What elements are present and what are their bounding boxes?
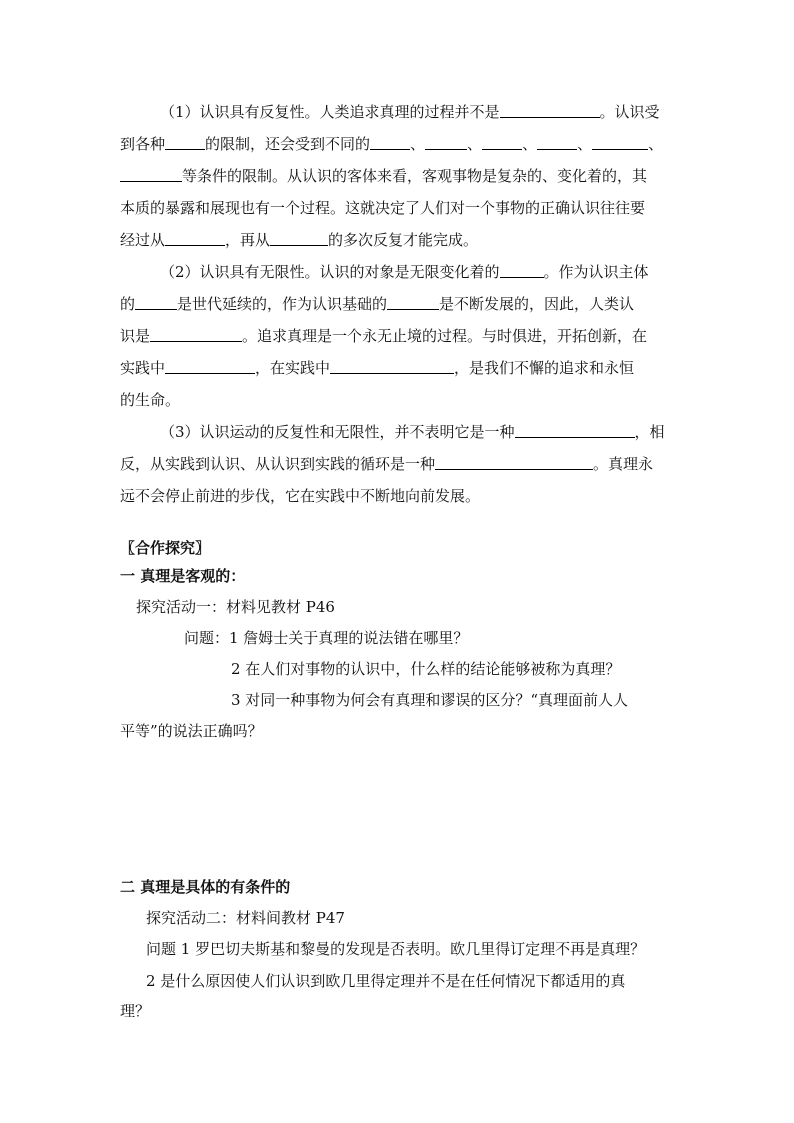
para3-line3: 远不会停止前进的步伐，它在实践中不断地向前发展。: [120, 487, 481, 505]
fill-blank[interactable]: [500, 263, 544, 278]
part2-question2: 2 是什么原因使人们认识到欧几里得定理并不是在任何情况下都适用的真: [146, 972, 626, 990]
part1-question1: 问题：1 詹姆士关于真理的说法错在哪里？: [184, 629, 469, 647]
fill-blank[interactable]: [330, 359, 454, 374]
para2-line5: 的生命。: [120, 391, 181, 409]
fill-blank[interactable]: [165, 359, 255, 374]
part2-question1: 问题 1 罗巴切夫斯基和黎曼的发现是否表明。欧几里得订定理不再是真理？: [146, 940, 646, 958]
fill-blank[interactable]: [135, 295, 177, 310]
para2-line4: 实践中 ，在实践中 ，是我们不懈的追求和永恒: [120, 359, 635, 377]
part2-title: 二 真理是具体的有条件的: [120, 878, 291, 896]
fill-blank[interactable]: [165, 135, 205, 150]
part1-title: 一 真理是客观的：: [120, 567, 246, 585]
part1-question2: 2 在人们对事物的认识中，什么样的结论能够被称为真理？: [231, 660, 621, 678]
fill-blank[interactable]: [165, 231, 225, 246]
para1-line1: （1）认识具有反复性。人类追求真理的过程并不是 。认识受: [160, 103, 660, 121]
fill-blank[interactable]: [515, 423, 635, 438]
fill-blank[interactable]: [150, 327, 242, 342]
part1-question3-cont: 平等”的说法正确吗？: [120, 722, 263, 740]
fill-blank[interactable]: [387, 295, 439, 310]
fill-blank[interactable]: [592, 135, 648, 150]
fill-blank[interactable]: [370, 135, 410, 150]
para1-line4: 本质的暴露和展现也有一个过程。这就决定了人们对一个事物的正确认识往往要: [120, 199, 646, 217]
fill-blank[interactable]: [537, 135, 577, 150]
part2-question2-cont: 理？: [120, 1002, 151, 1020]
para2-line1: （2）认识具有无限性。认识的对象是无限变化着的 。作为认识主体: [160, 263, 649, 281]
fill-blank[interactable]: [435, 455, 593, 470]
para3-line2: 反，从实践到认识、从认识到实践的循环是一种 。真理永: [120, 455, 654, 473]
fill-blank[interactable]: [120, 167, 182, 182]
para3-line1: （3）认识运动的反复性和无限性，并不表明它是一种 ，相: [160, 423, 665, 441]
section-header: 〖合作探究〗: [120, 539, 211, 557]
fill-blank[interactable]: [425, 135, 467, 150]
para2-line3: 识是 。追求真理是一个永无止境的过程。与时俱进，开拓创新，在: [120, 327, 648, 345]
para1-line5: 经过从 ，再从 的多次反复才能完成。: [120, 231, 479, 249]
para2-line2: 的 是世代延续的，作为认识基础的 是不断发展的，因此，人类认: [120, 295, 635, 313]
part1-activity: 探究活动一：材料见教材 P46: [136, 598, 335, 616]
para1-line3: 等条件的限制。从认识的客体来看，客观事物是复杂的、变化着的，其: [120, 166, 647, 186]
fill-blank[interactable]: [270, 231, 328, 246]
part2-activity: 探究活动二：材料间教材 P47: [146, 909, 345, 927]
part1-question3: 3 对同一种事物为何会有真理和谬误的区分？“真理面前人人: [231, 691, 628, 709]
fill-blank[interactable]: [482, 135, 522, 150]
fill-blank[interactable]: [500, 103, 600, 118]
para1-line2: 到各种 的限制，还会受到不同的 、 、 、 、 、: [120, 135, 664, 153]
